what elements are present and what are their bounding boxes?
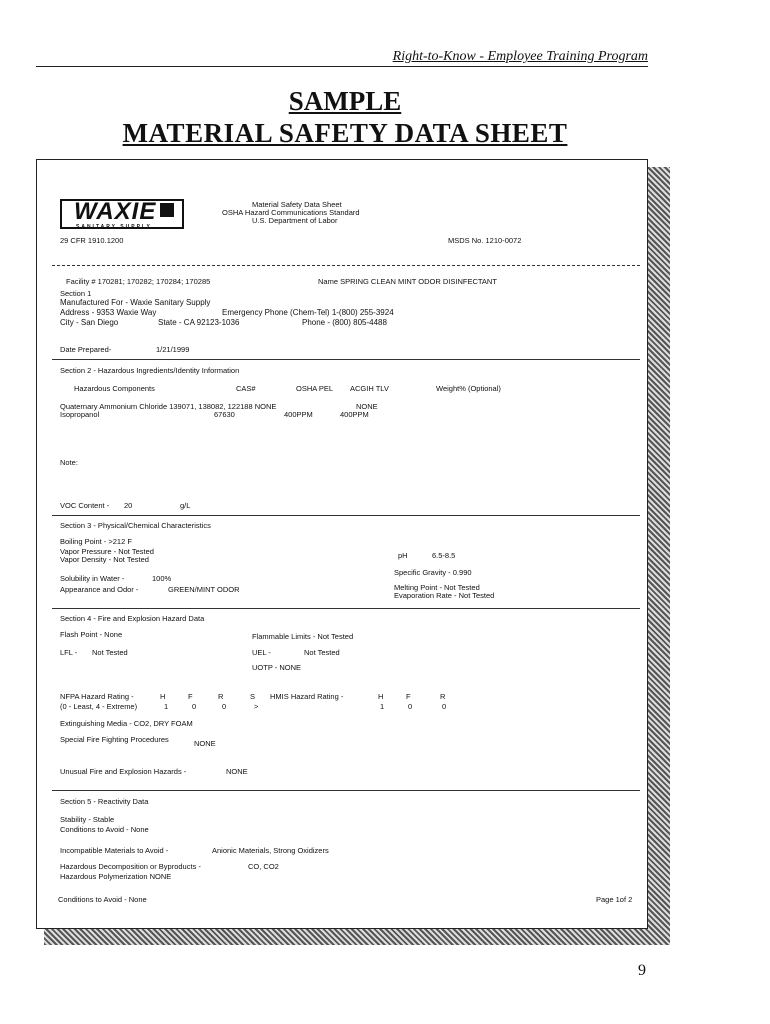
voc-unit: g/L (180, 501, 191, 510)
conditions-to-avoid-2: Conditions to Avoid - None (58, 895, 147, 904)
boiling-point: Boiling Point - >212 F (60, 537, 132, 546)
flammable-limits: Flammable Limits - Not Tested (252, 632, 354, 641)
msds-header-line3: U.S. Department of Labor (252, 216, 338, 225)
nfpa-h-value: 1 (164, 702, 169, 711)
lfl-label: LFL - (60, 648, 78, 657)
flash-point: Flash Point - None (60, 630, 123, 639)
ph-label: pH (398, 551, 408, 560)
section1-title: Section 1 (60, 289, 92, 298)
decomposition-value: CO, CO2 (248, 862, 279, 871)
title-msds: MATERIAL SAFETY DATA SHEET (122, 118, 568, 148)
melting-point: Melting Point - Not Tested (394, 583, 480, 592)
voc-label: VOC Content - (60, 501, 110, 510)
product-name: Name SPRING CLEAN MINT ODOR DISINFECTANT (318, 277, 497, 286)
address: Address - 9353 Waxie Way (60, 308, 157, 317)
polymerization: Hazardous Polymerization NONE (60, 872, 172, 881)
hmis-r-value: 0 (442, 702, 447, 711)
divider (52, 608, 640, 609)
special-procedures-label: Special Fire Fighting Procedures (60, 735, 169, 744)
solubility-label: Solubility in Water - (60, 574, 125, 583)
voc-value: 20 (124, 501, 133, 510)
incompatible-label: Incompatible Materials to Avoid - (60, 846, 169, 855)
hmis-f-value: 0 (408, 702, 413, 711)
hmis-h-header: H (378, 692, 384, 701)
unusual-hazards-label: Unusual Fire and Explosion Hazards - (60, 767, 187, 776)
stability: Stability - Stable (60, 815, 115, 824)
ingredient-row2-name: Isopropanol (60, 410, 100, 419)
col-osha: OSHA PEL (296, 384, 334, 393)
date-prepared-label: Date Prepared- (60, 345, 112, 354)
note-label: Note: (60, 458, 78, 467)
divider (52, 790, 640, 791)
cfr-reference: 29 CFR 1910.1200 (60, 236, 124, 245)
solubility-value: 100% (152, 574, 172, 583)
divider (52, 359, 640, 360)
uel-value: Not Tested (304, 648, 340, 657)
vapor-density: Vapor Density - Not Tested (60, 555, 149, 564)
nfpa-r-value: 0 (222, 702, 227, 711)
divider (52, 515, 640, 516)
nfpa-label: NFPA Hazard Rating - (60, 692, 134, 701)
decomposition-label: Hazardous Decomposition or Byproducts - (60, 862, 201, 871)
phone: Phone - (800) 805-4488 (302, 318, 387, 327)
nfpa-f-value: 0 (192, 702, 197, 711)
emergency-phone: Emergency Phone (Chem-Tel) 1-(800) 255-3924 (222, 308, 394, 317)
sheet-page-indicator: Page 1of 2 (596, 895, 633, 904)
extinguishing-media: Extinguishing Media - CO2, DRY FOAM (60, 719, 193, 728)
ingredient-row2-tlv: 400PPM (340, 410, 369, 419)
logo-tagline: SANITARY SUPPLY (76, 224, 152, 230)
section5-title: Section 5 - Reactivity Data (60, 797, 149, 806)
logo-mark-icon (160, 203, 174, 217)
vapor-pressure: Vapor Pressure - Not Tested (60, 547, 154, 556)
nfpa-f-header: F (188, 692, 193, 701)
manufacturer: Manufactured For - Waxie Sanitary Supply (60, 298, 211, 307)
city: City - San Diego (60, 318, 119, 327)
col-components: Hazardous Components (74, 384, 155, 393)
nfpa-h-header: H (160, 692, 166, 701)
msds-number: MSDS No. 1210-0072 (448, 236, 522, 245)
page-number: 9 (638, 962, 646, 979)
special-procedures-value: NONE (194, 739, 216, 748)
hmis-r-header: R (440, 692, 446, 701)
divider (52, 265, 640, 266)
conditions-to-avoid: Conditions to Avoid - None (60, 825, 149, 834)
appearance-value: GREEN/MINT ODOR (168, 585, 240, 594)
ingredient-row2-cas: 67630 (214, 410, 235, 419)
ph-value: 6.5-8.5 (432, 551, 456, 560)
section3-title: Section 3 - Physical/Chemical Characteristics (60, 521, 211, 530)
title-sample: SAMPLE (288, 86, 402, 116)
date-prepared-value: 1/21/1999 (156, 345, 190, 354)
facility-numbers: Facility # 170281; 170282; 170284; 170285 (66, 277, 211, 286)
appearance-label: Appearance and Odor - (60, 585, 139, 594)
state: State - CA 92123-1036 (158, 318, 240, 327)
waxie-logo: WAXIE (74, 198, 157, 225)
unusual-hazards-value: NONE (226, 767, 248, 776)
nfpa-scale: (0 - Least, 4 - Extreme) (60, 702, 138, 711)
ingredient-row1-tlv: NONE (356, 402, 378, 411)
msds-header-line2: OSHA Hazard Communications Standard (222, 208, 360, 217)
nfpa-s-value: > (254, 702, 259, 711)
specific-gravity: Specific Gravity - 0.990 (394, 568, 472, 577)
nfpa-s-header: S (250, 692, 256, 701)
evaporation-rate: Evaporation Rate - Not Tested (394, 591, 495, 600)
ingredient-row2-pel: 400PPM (284, 410, 313, 419)
msds-header-line1: Material Safety Data Sheet (252, 200, 342, 209)
lfl-value: Not Tested (92, 648, 128, 657)
program-header: Right-to-Know - Employee Training Program (392, 49, 648, 64)
hmis-f-header: F (406, 692, 411, 701)
hmis-h-value: 1 (380, 702, 385, 711)
col-acgih: ACGIH TLV (350, 384, 389, 393)
uel-label: UEL - (252, 648, 271, 657)
section2-title: Section 2 - Hazardous Ingredients/Identity Information (60, 366, 240, 375)
col-weight: Weight% (Optional) (436, 384, 501, 393)
header-rule (36, 66, 648, 67)
uotp: UOTP - NONE (252, 663, 302, 672)
section4-title: Section 4 - Fire and Explosion Hazard Data (60, 614, 205, 623)
col-cas: CAS# (236, 384, 256, 393)
nfpa-r-header: R (218, 692, 224, 701)
incompatible-value: Anionic Materials, Strong Oxidizers (212, 846, 329, 855)
ingredient-row1: Quaternary Ammonium Chloride 139071, 138082, 122188 NONE (60, 402, 277, 411)
hmis-label: HMIS Hazard Rating - (270, 692, 344, 701)
